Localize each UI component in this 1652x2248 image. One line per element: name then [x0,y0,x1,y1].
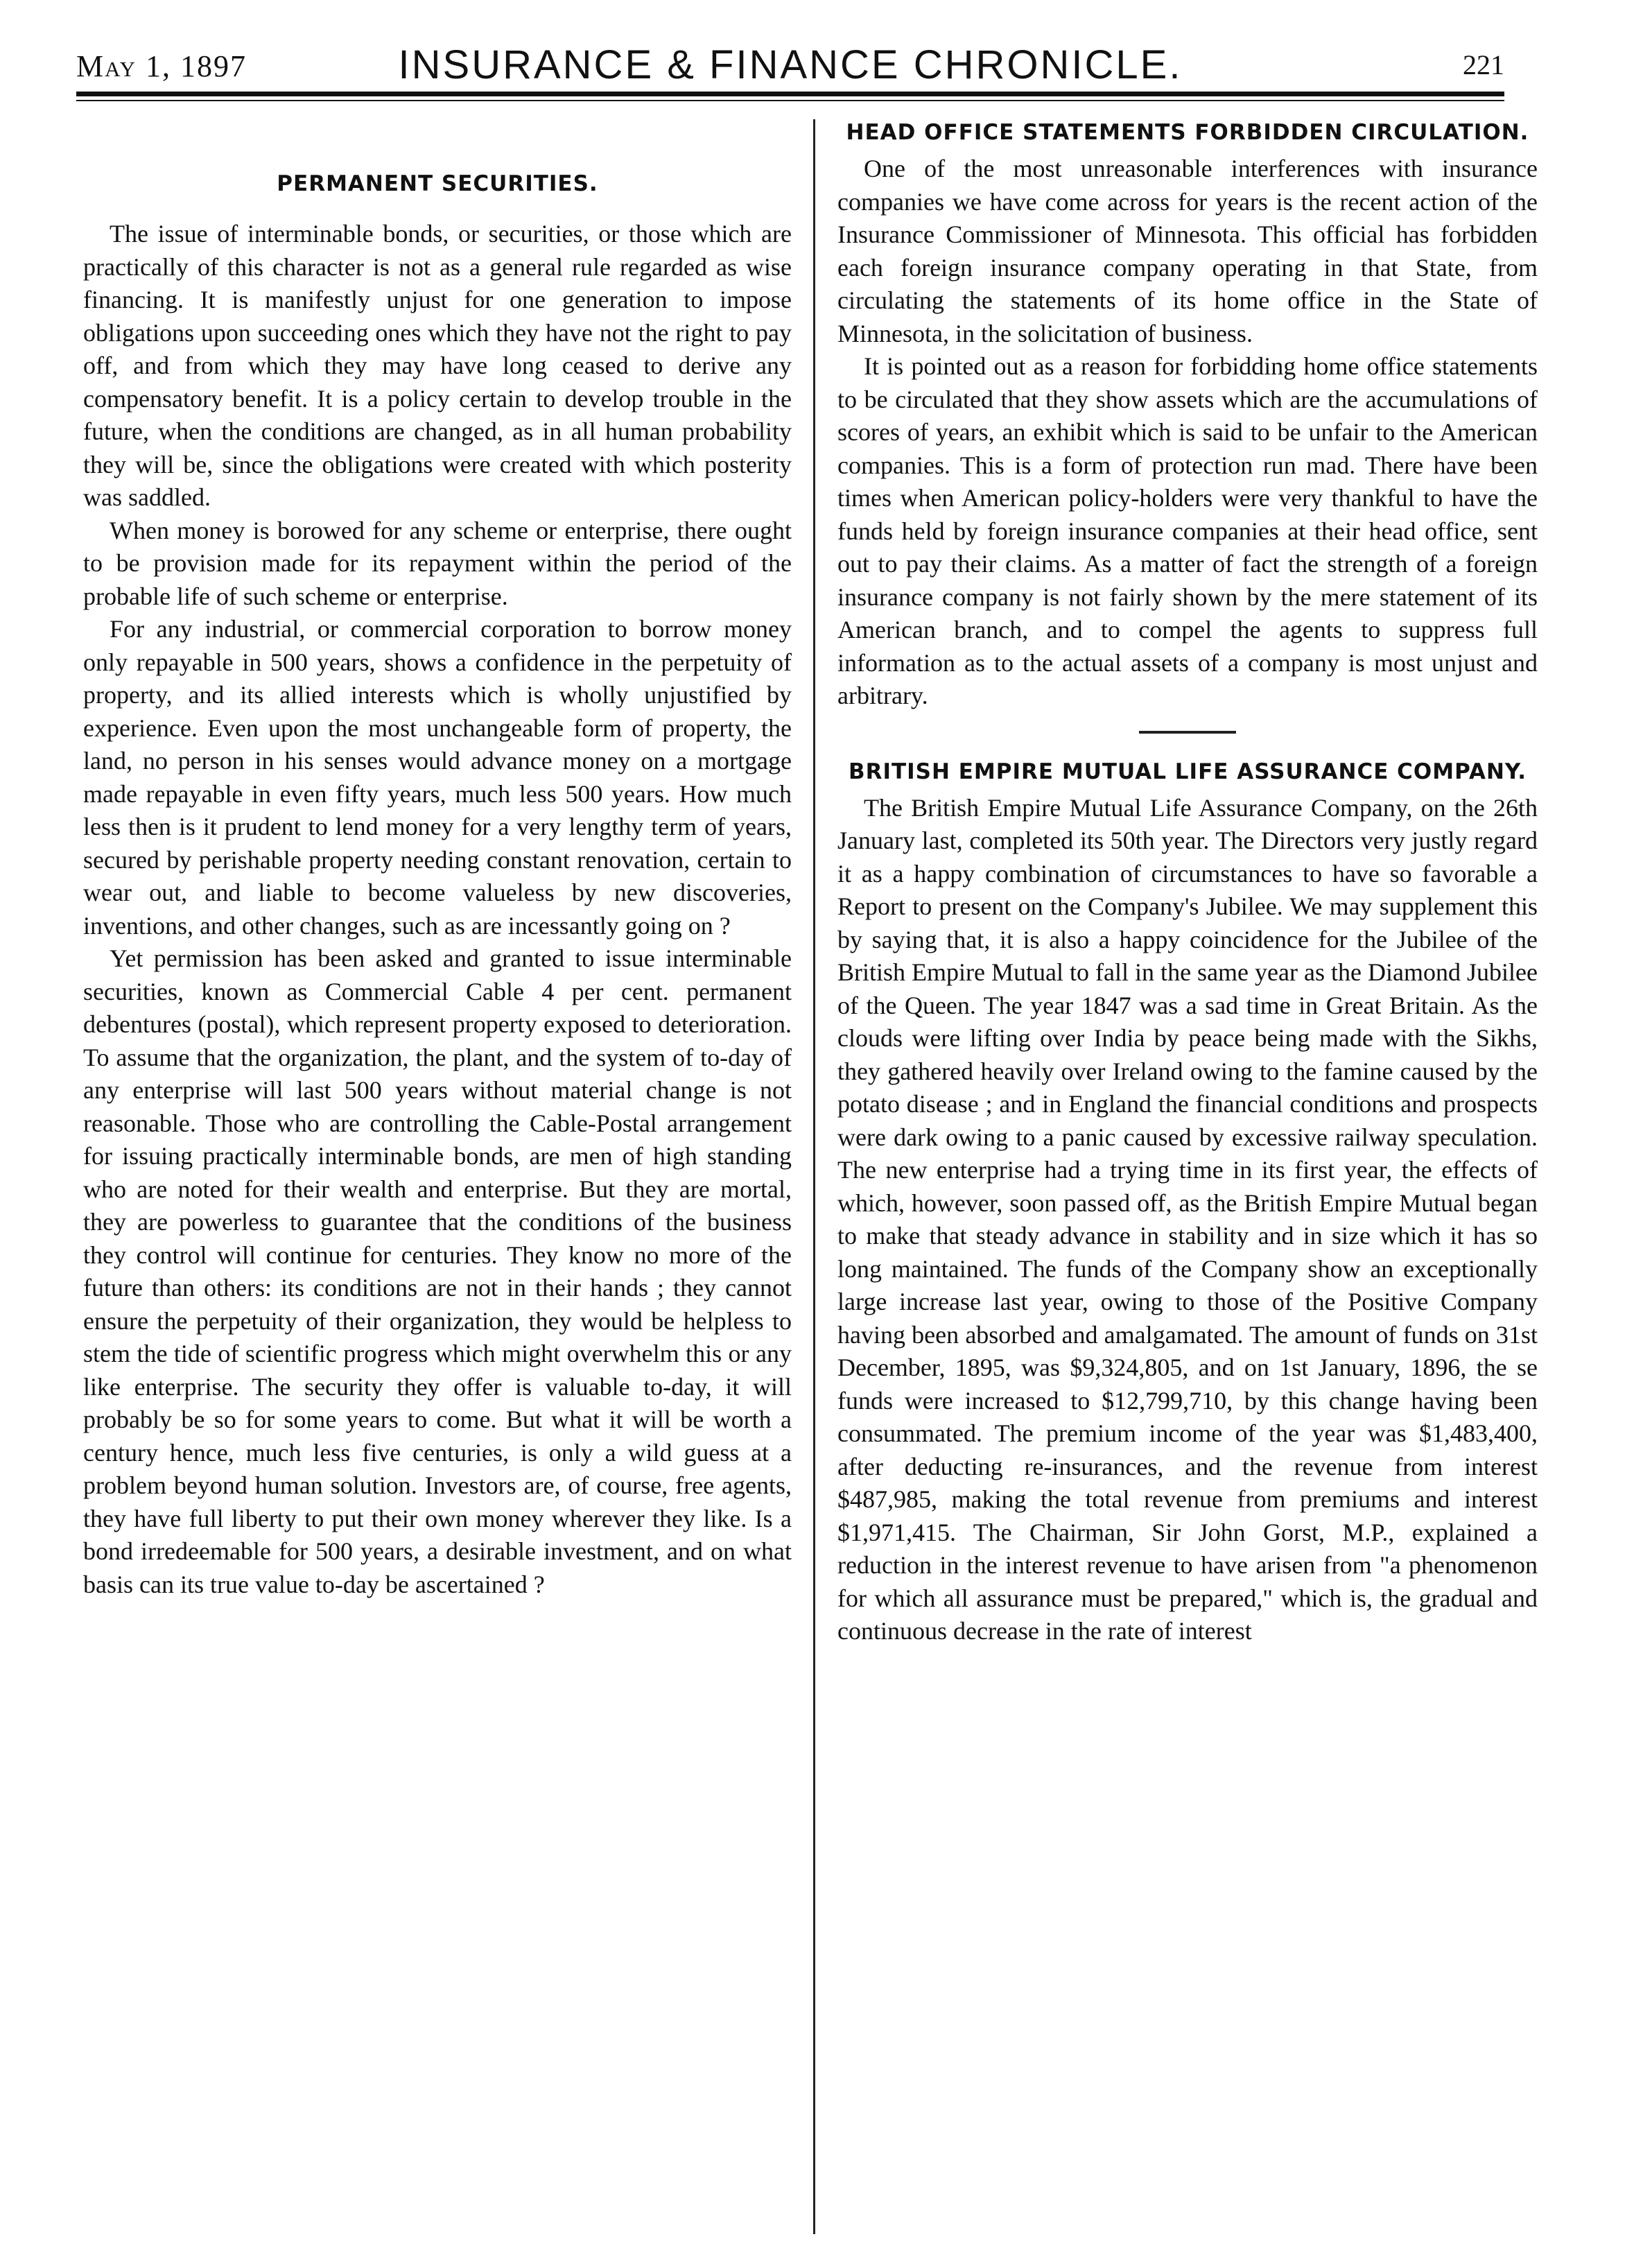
column-divider [813,119,815,2234]
article-paragraph: For any industrial, or commercial corporation to borrow money only repayable in 500 years, shows a confidence in the perpetuity of property, and its allied interests which is wholly unjustified by experience. Even upon the most unchangeable form of property, the land, no person in his senses would advance money on a mortgage made repayable in even fifty years, much less 500 years. How much less then is it prudent to lend money for a very lengthy term of years, secured by perishable property needing constant renovation, certain to wear out, and liable to become valueless by new discoveries, inventions, and other changes, such as are incessantly going on ? [83,615,792,940]
article-heading-british-empire-mutual: BRITISH EMPIRE MUTUAL LIFE ASSURANCE COMPANY. [848,759,1527,784]
right-column [837,118,1538,1648]
header-rule-thin [76,100,1504,101]
issue-date: May 1, 1897 [76,49,247,83]
article-paragraph: The issue of interminable bonds, or securities, or those which are practically of this character is not as a general rule regarded as wise financing. It is manifestly unjust for one generation to impose obligations upon succeeding ones which they have not the right to pay off, and from which they may have long ceased to derive any compensatory benefit. It is a policy certain to develop trouble in the future, when the conditions are changed, as in all human probability they will be, since the obligations were created with which posterity was saddled. [83,220,792,511]
article-heading-permanent-securities: PERMANENT SECURITIES. [277,171,598,196]
header-rule [76,92,1504,96]
article-paragraph: Yet permission has been asked and granted to issue interminable securities, known as Commercial Cable 4 per cent. permanent debentures (postal), which represent property exposed to deterioration. To assume that the organization, the plant, and the system of to-day of any enterprise will last 500 years without material change is not reasonable. Those who are controlling the Cable-Postal arrangement for issuing practically interminable bonds, are men of high standing who are noted for their wealth and enterprise. But they are mortal, they are powerless to guarantee that the conditions of the business they control will continue for centuries. They know no more of the future than others: its conditions are not in their hands ; they cannot ensure the perpetuity of their organization, they would be helpless to stem the tide of scientific progress which might overwhelm this or any like enterprise. The security they offer is valuable to-day, it will probably be so for some years to come. But what it will be worth a century hence, much less five centuries, is only a wild guess at a problem beyond human solution. Investors are, of course, free agents, they have full liberty to put their own money wherever they like. Is a bond irredeemable for 500 years, a desirable investment, and on what basis can its true value to-day be ascertained ? [83,944,792,1598]
article-paragraph: It is pointed out as a reason for forbidding home office statements to be circulated that they show assets which are the accumulations of scores of years, an exhibit which is said to be unfair to the American companies. This is a form of protection run mad. There have been times when American policy-holders were very thankful to have the funds held by foreign insurance companies at their head office, sent out to pay their claims. As a matter of fact the strength of a foreign insurance company is not fairly shown by the mere statement of its American branch, and to compel the agents to suppress full information as to the actual assets of a company is most unjust and arbitrary. [837,352,1538,709]
article-paragraph: When money is borowed for any scheme or enterprise, there ought to be provision made for its repayment within the period of the probable life of such scheme or enterprise. [83,516,792,610]
article-heading-head-office-statements: HEAD OFFICE STATEMENTS FORBIDDEN CIRCULATION. [846,120,1529,145]
publication-title: INSURANCE & FINANCE CHRONICLE. [398,42,1183,87]
article-paragraph: The British Empire Mutual Life Assurance Company, on the 26th January last, completed its 50th year. The Directors very justly regard it as a happy combination of circumstances to have so favorable a Report to present on the Company's Jubilee. We may supplement this by saying that, it is also a happy coincidence for the Jubilee of the British Empire Mutual to fall in the same year as the Diamond Jubilee of the Queen. The year 1847 was a sad time in Great Britain. As the clouds were lifting over India by peace being made with the Sikhs, they gathered heavily over Ireland owing to the famine caused by the potato disease ; and in England the financial conditions and prospects were dark owing to a panic caused by excessive railway speculation. The new enterprise had a trying time in its first year, the effects of which, however, soon passed off, as the British Empire Mutual began to make that steady advance in stability and in size which it has so long maintained. The funds of the Company show an exceptionally large increase last year, owing to those of the Positive Company having been absorbed and amalgamated. The amount of funds on 31st December, 1895, was $9,324,805, and on 1st January, 1896, the se funds were increased to $12,799,710, by this change having been consummated. The premium income of the year was $1,483,400, after deducting re-insurances, and the revenue from interest $487,985, making the total revenue from premiums and interest $1,971,415. The Chairman, Sir John Gorst, M.P., explained a reduction in the interest revenue to have arisen from "a phenomenon for which all assurance must be prepared," which is, the gradual and continuous decrease in the rate of interest [837,793,1538,1645]
article-paragraph: One of the most unreasonable interferences with insurance companies we have come across for years is the recent action of the Insurance Commissioner of Minnesota. This official has forbidden each foreign insurance company operating in that State, from circulating the statements of its home office in the State of Minnesota, in the solicitation of business. [837,155,1538,347]
page-number: 221 [1463,49,1504,80]
left-column [83,118,792,1601]
page-header [76,40,1504,89]
section-separator-rule [1139,731,1236,734]
